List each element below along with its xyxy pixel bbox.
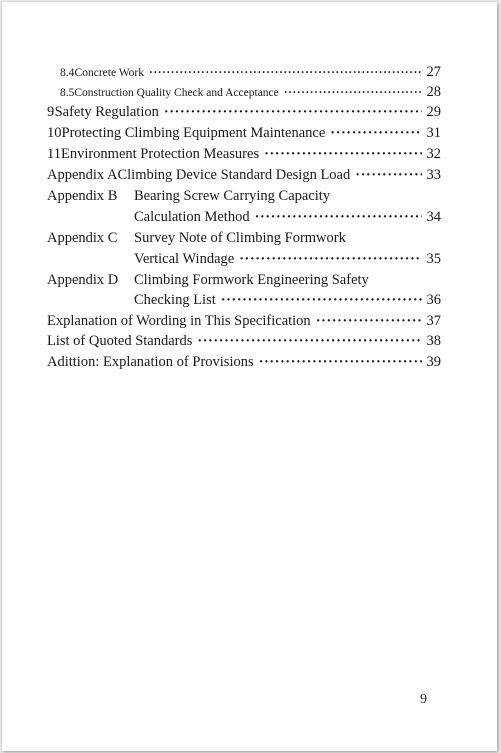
toc-entry-title: Safety Regulation: [54, 104, 159, 120]
toc-entry-page: 39: [426, 354, 441, 370]
toc-entry-title: Survey Note of Climbing Formwork: [134, 230, 346, 246]
toc-leader-dots: [164, 104, 422, 121]
toc-entry-title: Concrete Work: [74, 67, 144, 79]
toc-entry-explanation-of-wording: [47, 313, 441, 330]
toc-entry-number: Appendix D: [47, 272, 119, 288]
toc-entry-appendix-b-continued: [134, 209, 441, 226]
toc-entry-10: [47, 125, 441, 142]
toc-entry-8-4: [60, 64, 441, 81]
toc-entry-9: [47, 104, 441, 121]
toc-entry-appendix-d: [47, 272, 441, 289]
toc-entry-title: Explanation of Wording in This Specification: [47, 313, 311, 329]
toc-leader-dots: [221, 292, 422, 309]
toc-entry-title: Construction Quality Check and Acceptance: [74, 87, 279, 99]
toc-entry-11: [47, 146, 441, 163]
toc-leader-dots: [316, 313, 422, 330]
toc-leader-dots: [259, 354, 422, 371]
toc-entry-page: 33: [426, 167, 441, 183]
toc-entry-number: 11: [47, 146, 61, 162]
toc-entry-page: 37: [426, 313, 441, 329]
toc-entry-number: 8.5: [60, 87, 75, 99]
toc-leader-dots: [330, 125, 421, 142]
toc-entry-appendix-c-continued: [134, 251, 441, 268]
toc-leader-dots: [255, 209, 422, 226]
toc-entry-number: 8.4: [60, 67, 75, 79]
toc-entry-page: 28: [426, 84, 441, 100]
toc-entry-title: Protecting Climbing Equipment Maintenance: [61, 125, 326, 141]
toc-entry-appendix-c: [47, 230, 441, 247]
document-page: [2, 2, 497, 751]
toc-entry-page: 32: [426, 146, 441, 162]
toc-leader-dots: [264, 146, 421, 163]
toc-entry-number: 10: [47, 125, 62, 141]
toc-entry-page: 36: [426, 292, 441, 308]
toc-leader-dots: [284, 87, 422, 99]
toc-entry-title-continued: Calculation Method: [134, 209, 250, 225]
toc-leader-dots: [355, 167, 421, 184]
toc-entry-explanation-of-provisions: [47, 354, 441, 371]
page-number: 9: [420, 692, 427, 707]
toc-entry-page: 27: [426, 64, 441, 80]
toc-entry-appendix-a: [47, 167, 441, 184]
toc-entry-page: 38: [426, 333, 441, 349]
toc-leader-dots: [197, 333, 421, 350]
toc-entry-title: Environment Protection Measures: [60, 146, 260, 162]
toc-entry-number: Appendix C: [47, 230, 118, 246]
toc-entry-page: 29: [426, 104, 441, 120]
toc-entry-title: Adittion: Explanation of Provisions: [47, 354, 254, 370]
toc-entry-appendix-d-continued: [134, 292, 441, 309]
toc-entry-8-5: [60, 84, 441, 101]
toc-entry-page: 34: [426, 209, 441, 225]
toc-entry-title-continued: Vertical Windage: [134, 251, 235, 267]
toc-entry-number: Appendix B: [47, 188, 118, 204]
toc-entry-appendix-b: [47, 188, 441, 205]
toc-entry-title: Bearing Screw Carrying Capacity: [134, 188, 331, 204]
toc-leader-dots: [149, 67, 422, 79]
toc-entry-page: 31: [426, 125, 441, 141]
toc-leader-dots: [239, 251, 421, 268]
toc-entry-title: Climbing Formwork Engineering Safety: [134, 272, 369, 288]
toc-entry-number: 9: [47, 104, 55, 120]
toc-entry-page: 35: [426, 251, 441, 267]
toc-entry-quoted-standards: [47, 333, 441, 350]
toc-entry-number: Appendix A: [47, 167, 118, 183]
toc-entry-title: Climbing Device Standard Design Load: [117, 167, 351, 183]
toc-entry-title-continued: Checking List: [134, 292, 216, 308]
toc-entry-title: List of Quoted Standards: [47, 333, 193, 349]
table-of-contents: [2, 2, 497, 751]
